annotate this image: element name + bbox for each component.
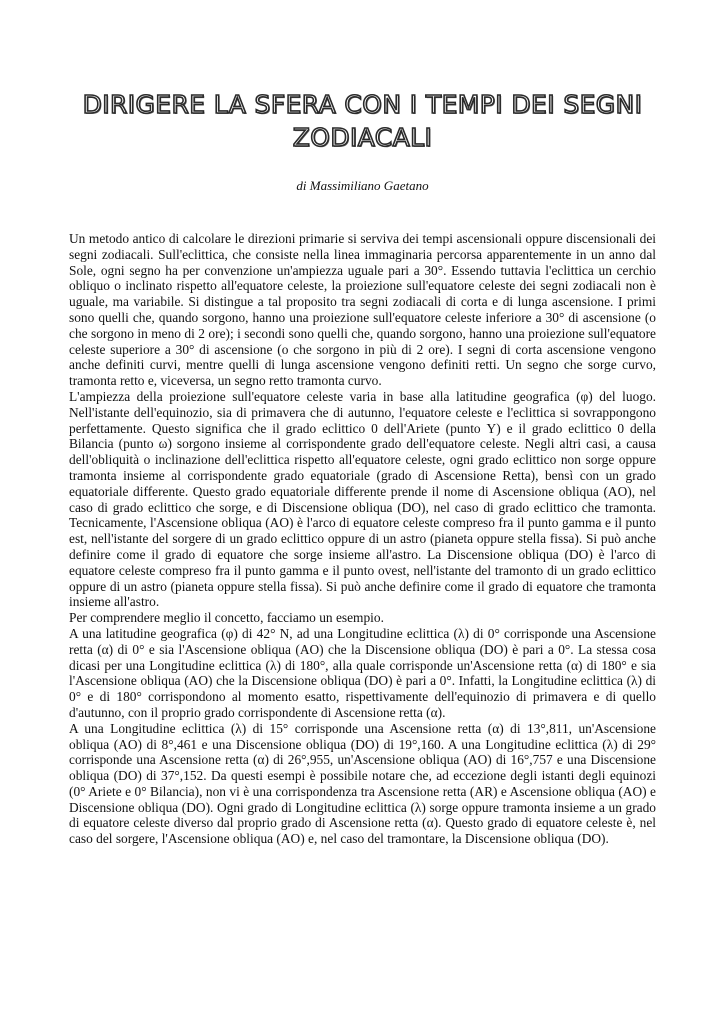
title-line-2: ZODIACALI — [292, 123, 433, 152]
paragraph-3: Per comprendere meglio il concetto, facciamo un esempio. — [69, 610, 384, 626]
paragraph-1: Un metodo antico di calcolare le direzioni primarie si serviva dei tempi ascensionali oppure discensionali dei segni zodiacali. Sull'eclittica, che consiste nella linea immaginaria percorsa apparentemente in un anno dal Sole, ogni segno ha per convenzione un'ampiezza uguale pari a 30°. Essendo tuttavia l'eclittica un cerchio obliquo o inclinato rispetto all'equatore celeste, la proiezione sull'equatore celeste dei segni zodiacali non è uguale, ma variabile. Si distingue a tal proposito tra segni zodiacali di corta e di lunga ascensione. I primi sono quelli che, quando sorgono, hanno una proiezione sull'equatore celeste inferiore a 30° di ascensione (o che sorgono in meno di 2 ore); i secondi sono quelli che, quando sorgono, hanno una proiezione sull'equatore celeste superiore a 30° di ascensione (o che sorgono in più di 2 ore). I segni di corta ascensione vengono anche definiti curvi, mentre quelli di lunga ascensione vengono definiti retti. Un segno che sorge curvo, tramonta retto e, viceversa, un segno retto tramonta curvo. — [69, 231, 656, 389]
paragraph-4: A una latitudine geografica (φ) di 42° N, ad una Longitudine eclittica (λ) di 0° corrisponde una Ascensione retta (α) di 0° e sia l'Ascensione obliqua (AO) che la Discensione obliqua (DO) è pari a 0°. La stessa cosa dicasi per una Longitudine eclittica (λ) di 180°, alla quale corrisponde un'Ascensione retta (α) di 180° e sia l'Ascensione obliqua (AO) che la Discensione obliqua (DO) è pari a 0°. Infatti, la Longitudine eclittica (λ) di 0° e di 180° corrispondono al momento esatto, rispettivamente dell'equinozio di primavera e di quello d'autunno, con il proprio grado corrispondente di Ascensione retta (α). — [69, 625, 656, 720]
document-body — [69, 231, 656, 847]
author-byline: di Massimiliano Gaetano — [296, 178, 429, 193]
paragraph-5: A una Longitudine eclittica (λ) di 15° corrisponde una Ascensione retta (α) di 13°,811, un'Ascensione obliqua (AO) di 8°,461 e una Discensione obliqua (DO) di 19°,160. A una Longitudine eclittica (λ) di 29° corrisponde una Ascensione retta (α) di 26°,955, un'Ascensione obliqua (AO) di 16°,757 e una Discensione obliqua (DO) di 37°,152. Da questi esempi è possibile notare che, ad eccezione degli istanti degli equinozi (0° Ariete e 0° Bilancia), non vi è una corrispondenza tra Ascensione retta (AR) e Ascensione obliqua (AO) e Discensione obliqua (DO). Ogni grado di Longitudine eclittica (λ) sorge oppure tramonta insieme a un grado di equatore celeste diverso dal proprio grado di Ascensione retta (α). Questo grado di equatore celeste è, nel caso del sorgere, l'Ascensione obliqua (AO) e, nel caso del tramontare, la Discensione obliqua (DO). — [69, 720, 656, 847]
title-line-1: DIRIGERE LA SFERA CON I TEMPI DEI SEGNI — [82, 90, 643, 119]
document-title — [60, 88, 665, 154]
paragraph-2: L'ampiezza della proiezione sull'equatore celeste varia in base alla latitudine geografica (φ) del luogo. Nell'istante dell'equinozio, sia di primavera che di autunno, l'equatore celeste e l'eclittica si sovrappongono perfettamente. Questo significa che il grado eclittico 0 dell'Ariete (punto Υ) e il grado eclittico 0 della Bilancia (punto ω) sorgono insieme al corrispondente grado dell'equatore celeste. Negli altri casi, a causa dell'obliquità o inclinazione dell'eclittica rispetto all'equatore celeste, ogni grado eclittico non sorge oppure tramonta insieme al corrispondente grado equatoriale (grado di Ascensione Retta), bensì con un grado equatoriale differente. Questo grado equatoriale differente prende il nome di Ascensione obliqua (AO), nel caso di grado eclittico che sorge, e di Discensione obliqua (DO), nel caso di grado eclittico che tramonta. Tecnicamente, l'Ascensione obliqua (AO) è l'arco di equatore celeste compreso fra il punto gamma e il punto est, nell'istante del sorgere di un grado eclittico oppure di un astro (pianeta oppure stella fissa). Si può anche definire come il grado di equatore che sorge insieme all'astro. La Discensione obliqua (DO) è l'arco di equatore celeste compreso fra il punto gamma e il punto ovest, nell'istante del tramonto di un grado eclittico oppure di un astro (pianeta oppure stella fissa). Si può anche definire come il grado di equatore che tramonta insieme all'astro. — [69, 388, 656, 610]
